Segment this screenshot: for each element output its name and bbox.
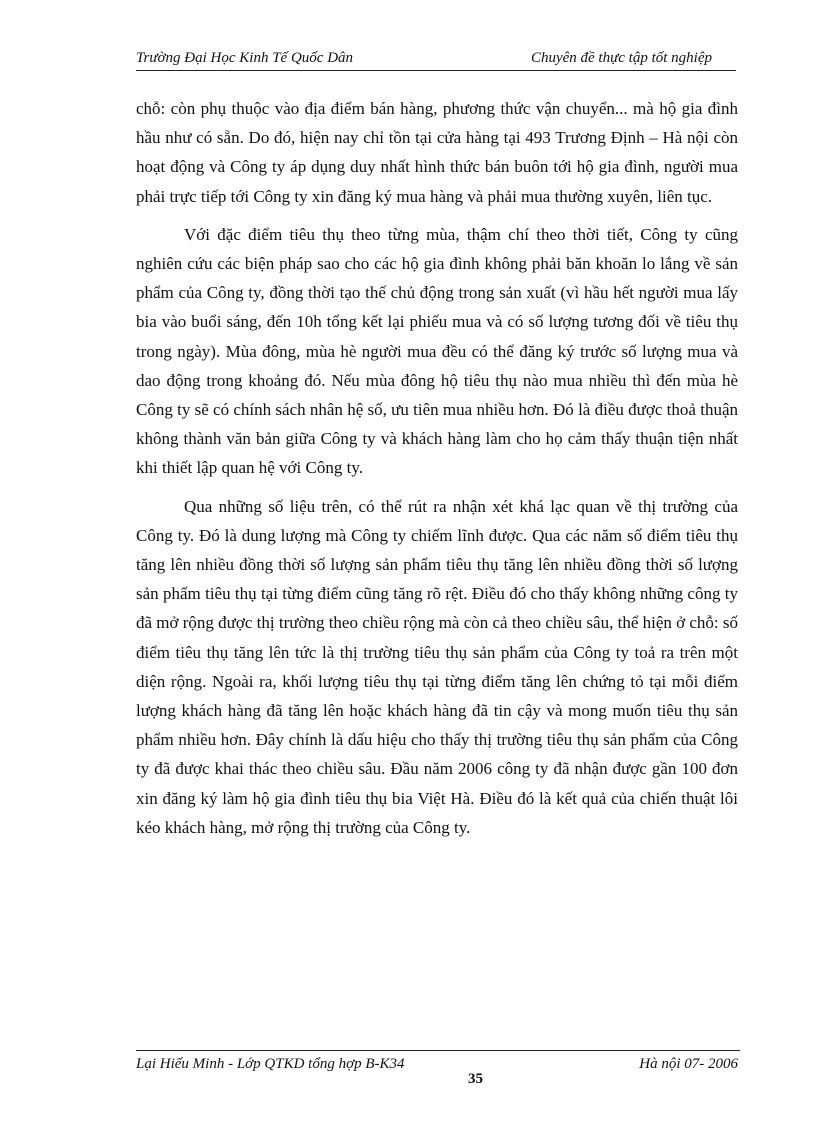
paragraph: Qua những số liệu trên, có thể rút ra nhận xét khá lạc quan về thị trường của Công ty. Đó là dung lượng mà Công ty chiếm lĩnh được. Qua các năm số điểm tiêu thụ tăng lên nhiều đồng thời số lượng sản phẩm tiêu thụ tăng lên nhiều đồng thời số lượng sản phẩm tiêu thụ tại từng điểm cũng tăng rõ rệt. Điều đó cho thấy không những công ty đã mở rộng được thị trường theo chiều rộng mà còn cả theo chiều sâu, thể hiện ở chỗ: số điểm tiêu thụ tăng lên tức là thị trường tiêu thụ sản phẩm của Công ty toả ra trên một diện rộng. Ngoài ra, khối lượng tiêu thụ tại từng điểm tăng lên chứng tỏ tại mỗi điểm lượng khách hàng đã tăng lên hoặc khách hàng đã tin cậy và mong muốn tiêu thụ sản phẩm nhiều hơn. Đây chính là dấu hiệu cho thấy thị trường tiêu thụ sản phẩm của Công ty đã được khai thác theo chiều sâu. Đầu năm 2006 công ty đã nhận được gần 100 đơn xin đăng ký làm hộ gia đình tiêu thụ bia Việt Hà. Điều đó là kết quả của chiến thuật lôi kéo khách hàng, mở rộng thị trường của Công ty. <box>136 496 739 837</box>
body-text <box>136 94 738 851</box>
header-document-type: Chuyên đề thực tập tốt nghiệp <box>530 50 712 66</box>
header-university: Trường Đại Học Kinh Tế Quốc Dân <box>136 50 354 66</box>
footer-divider <box>136 1050 740 1051</box>
page-number: 35 <box>468 1071 483 1087</box>
paragraph: Với đặc điểm tiêu thụ theo từng mùa, thậm chí theo thời tiết, Công ty cũng nghiên cứu các biện pháp sao cho các hộ gia đình không phải băn khoăn lo lắng về sản phẩm của Công ty, đồng thời tạo thế chủ động trong sản xuất (vì hầu hết người mua lấy bia vào buổi sáng, đến 10h tổng kết lại phiếu mua và có số lượng tương đối về tiêu thụ trong ngày). Mùa đông, mùa hè người mua đều có thể đăng ký trước số lượng mua và dao động trong khoảng đó. Nếu mùa đông hộ tiêu thụ nào mua nhiều thì đến mùa hè Công ty sẽ có chính sách nhân hệ số, ưu tiên mua nhiều hơn. Đó là điều được thoả thuận không thành văn bản giữa Công ty và khách hàng làm cho họ cảm thấy thuận tiện nhất khi thiết lập quan hệ với Công ty. <box>136 224 738 478</box>
paragraph-continued: chỗ: còn phụ thuộc vào địa điểm bán hàng, phương thức vận chuyển... mà hộ gia đình hầu như có sẵn. Do đó, hiện nay chỉ tồn tại cửa hàng tại 493 Trương Định – Hà nội còn hoạt động và Công ty áp dụng duy nhất hình thức bán buôn tới hộ gia đình, người mua phải trực tiếp tới Công ty xin đăng ký mua hàng và phải mua thường xuyên, liên tục. <box>136 99 738 206</box>
footer-date: Hà nội 07- 2006 <box>639 1056 738 1072</box>
page-header <box>136 50 736 71</box>
footer-author: Lại Hiếu Minh - Lớp QTKD tổng hợp B-K34 <box>136 1056 405 1072</box>
